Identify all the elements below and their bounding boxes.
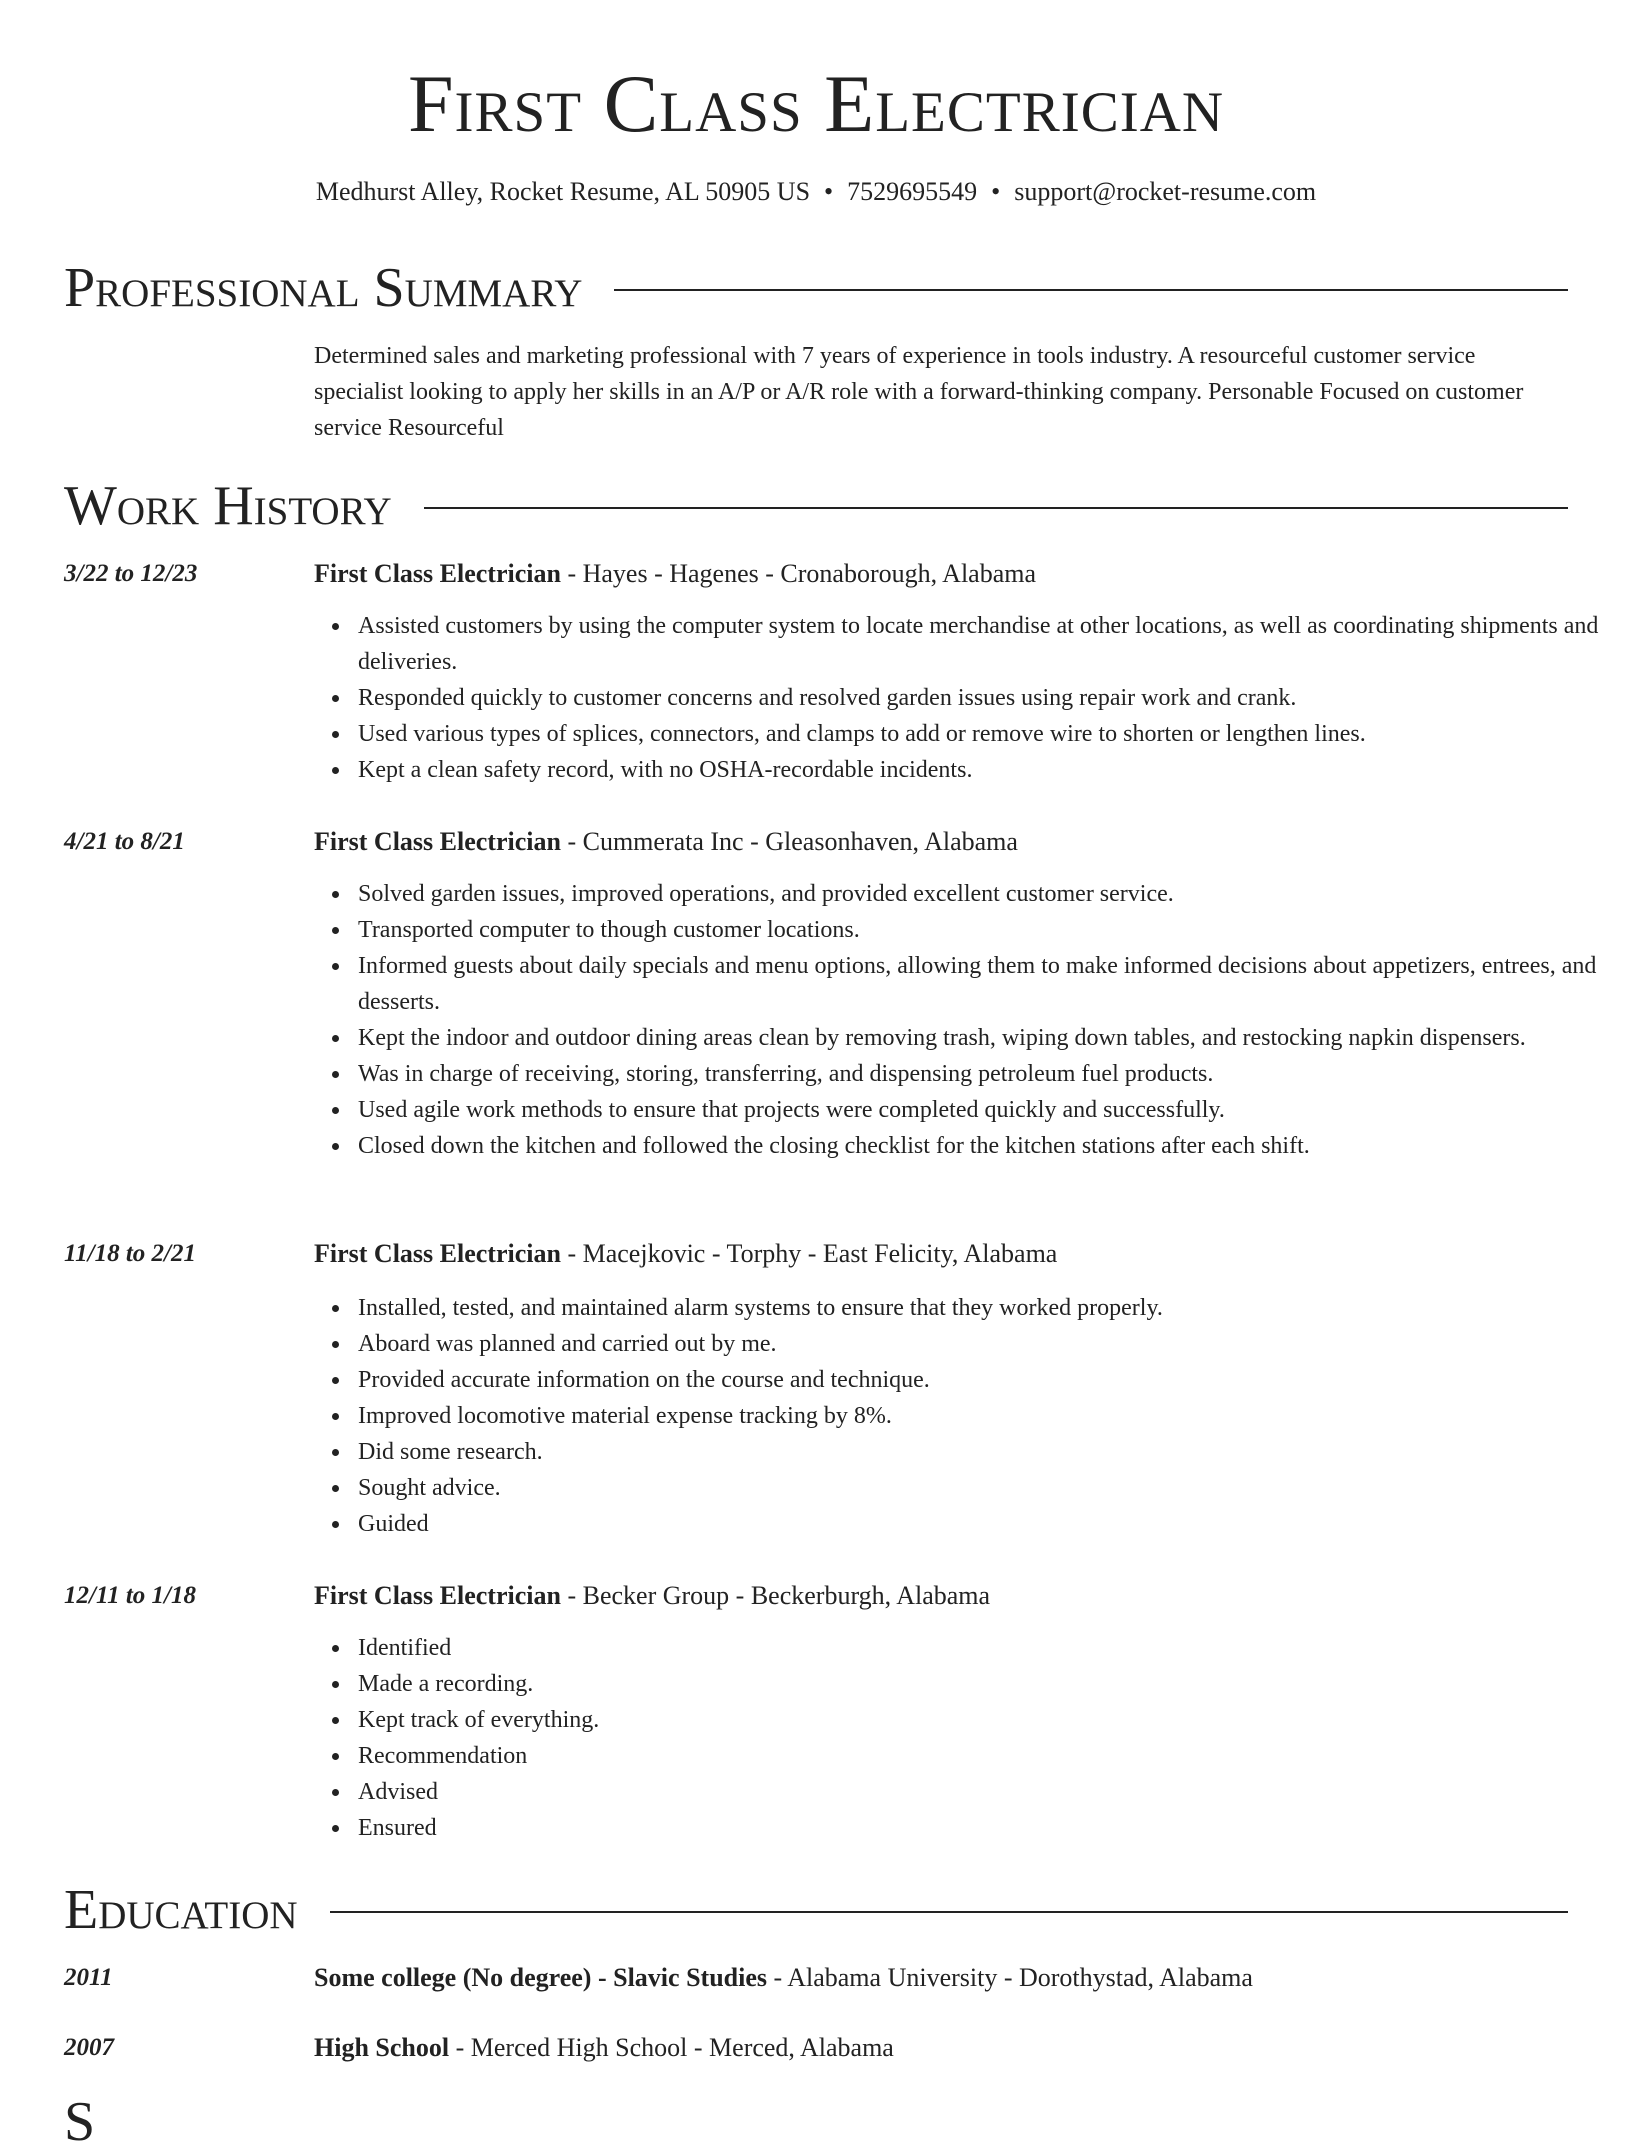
education-entry [64,1960,1568,2000]
bullet-item: Advised [358,1774,1612,1810]
job-heading [314,1236,1568,1272]
job-title: First Class Electrician [314,1581,561,1610]
education-degree: High School [314,2033,450,2062]
job-details: - Macejkovic - Torphy - East Felicity, Alabama [560,1239,1058,1268]
bullet-item: Closed down the kitchen and followed the closing checklist for the kitchen stations after each shift. [358,1128,1612,1164]
education-degree: Some college (No degree) - Slavic Studies [314,1963,767,1992]
bullet-item: Installed, tested, and maintained alarm systems to ensure that they worked properly. [358,1290,1612,1326]
job-title: First Class Electrician [314,827,561,856]
bullet-item: Used various types of splices, connectors, and clamps to add or remove wire to shorten or lengthen lines. [358,716,1612,752]
job-bullets [314,876,1612,1164]
job-heading [314,1578,1568,1614]
bullet-item: Solved garden issues, improved operations, and provided excellent customer service. [358,876,1612,912]
bullet-item: Sought advice. [358,1470,1612,1506]
bullet-item: Provided accurate information on the course and technique. [358,1362,1612,1398]
contact-separator: • [991,177,1001,206]
bullet-item: Aboard was planned and carried out by me. [358,1326,1612,1362]
bullet-item: Did some research. [358,1434,1612,1470]
education-details: - Alabama University - Dorothystad, Alabama [767,1963,1253,1992]
job-details: - Hayes - Hagenes - Cronaborough, Alabama [560,559,1037,588]
bullet-item: Transported computer to though customer locations. [358,912,1612,948]
bullet-item: Used agile work methods to ensure that projects were completed quickly and successfully. [358,1092,1612,1128]
education-heading [314,1960,1568,1996]
bullet-item: Ensured [358,1810,1612,1846]
section-title: Work History [64,475,392,537]
resume-title: First Class Electrician [407,58,1225,149]
bullet-item: Responded quickly to customer concerns and resolved garden issues using repair work and crank. [358,680,1612,716]
job-heading [314,556,1568,592]
bullet-item: Kept a clean safety record, with no OSHA-recordable incidents. [358,752,1612,788]
job-dates: 3/22 to 12/23 [64,560,198,587]
bullet-item: Recommendation [358,1738,1612,1774]
education-details: - Merced High School - Merced, Alabama [449,2033,894,2062]
bullet-item: Improved locomotive material expense tracking by 8%. [358,1398,1612,1434]
work-history-section-heading [64,474,1568,538]
bullet-item: Made a recording. [358,1666,1612,1702]
education-entry [64,2030,1568,2070]
education-heading [314,2030,1568,2066]
section-divider [424,507,1568,509]
summary-section-heading [64,256,1568,320]
section-divider [330,1911,1568,1913]
section-divider [614,289,1568,291]
contact-line [0,172,1632,212]
bullet-item: Assisted customers by using the computer system to locate merchandise at other locations, as well as coordinating shipments and deliveries. [358,608,1612,680]
contact-address: Medhurst Alley, Rocket Resume, AL 50905 US [315,177,811,206]
bullet-item: Kept the indoor and outdoor dining areas clean by removing trash, wiping down tables, and restocking napkin dispensers. [358,1020,1612,1056]
job-dates: 4/21 to 8/21 [64,828,185,855]
education-year: 2007 [64,2034,114,2061]
contact-email: support@rocket-resume.com [1014,177,1317,206]
education-year: 2011 [64,1964,113,1991]
contact-phone: 7529695549 [847,177,978,206]
bullet-item: Guided [358,1506,1612,1542]
section-title: Education [64,1879,298,1941]
summary-text: Determined sales and marketing professional with 7 years of experience in tools industry. A resourceful customer service specialist looking to apply her skills in an A/P or A/R role with a forward-thinking company. Personable Focused on customer service Resourceful [314,343,1524,441]
job-heading [314,824,1568,860]
contact-separator: • [824,177,834,206]
job-details: - Cummerata Inc - Gleasonhaven, Alabama [560,827,1018,856]
bullet-item: Kept track of everything. [358,1702,1612,1738]
job-bullets [314,608,1612,788]
job-title: First Class Electrician [314,1239,561,1268]
section-title: Professional Summary [64,257,583,319]
bullet-item: Was in charge of receiving, storing, transferring, and dispensing petroleum fuel products. [358,1056,1612,1092]
job-bullets [314,1630,1612,1846]
job-dates: 11/18 to 2/21 [64,1240,196,1267]
job-bullets [314,1290,1612,1542]
bullet-item: Informed guests about daily specials and menu options, allowing them to make informed decisions about appetizers, entrees, and desserts. [358,948,1612,1020]
job-details: - Becker Group - Beckerburgh, Alabama [560,1581,991,1610]
job-title: First Class Electrician [314,559,561,588]
job-dates: 12/11 to 1/18 [64,1582,196,1609]
next-section-heading-partial: S [64,2091,96,2153]
education-section-heading [64,1878,1568,1942]
bullet-item: Identified [358,1630,1612,1666]
